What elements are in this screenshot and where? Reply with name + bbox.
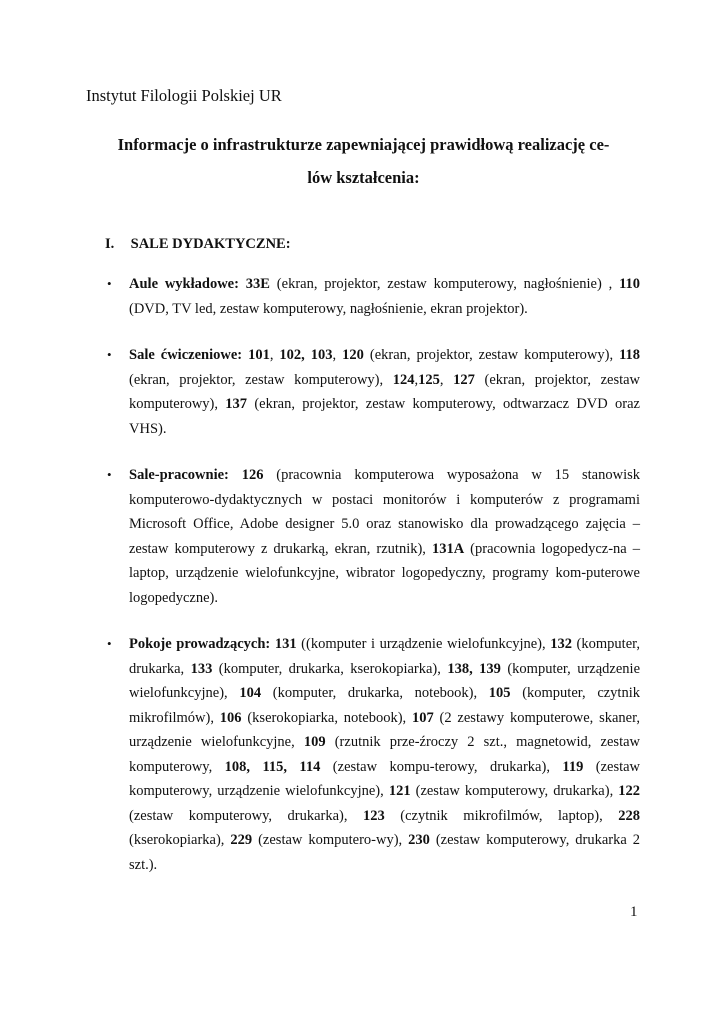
room-number: 107 (411, 709, 434, 726)
room-number: 33E (245, 276, 270, 292)
bullet-icon: • (107, 636, 112, 651)
room-description: (komputer, drukarka, (129, 636, 640, 677)
room-number: 230 (408, 832, 430, 848)
room-number: 109 (303, 734, 326, 750)
room-description: (pracownia logopedycz-na – laptop, urządzenie wielofunkcyjne, wibrator logopedyczny, programy kom-puterowe logopedyczne). (129, 540, 640, 606)
room-description: ((komputer i urządzenie wielofunkcyjne), (296, 636, 546, 652)
room-number: 108, 115, 114 (224, 758, 321, 775)
room-number: 106 (219, 709, 242, 726)
room-description: (pracownia komputerowa wyposażona w 15 stanowisk komputerowo-dydaktycznych w postaci monitorów i komputerów z programami Microsoft Office, Adobe designer 5.0 oraz stanowisko dla prowadzącego zajęcia – zestaw komputerowy z drukarką, ekran, rzutnik), (129, 467, 640, 557)
room-description: (ekran, projektor, zestaw komputerowy), (129, 371, 641, 412)
room-description: (rzutnik prze-źroczy 2 szt., magnetowid, zestaw komputerowy, (129, 734, 641, 775)
item-label: Sale ćwiczeniowe: (129, 347, 243, 363)
list-item-aule (105, 272, 640, 321)
room-number: 133 (190, 660, 213, 677)
room-description: (ekran, projektor, zestaw komputerowy), (363, 347, 614, 363)
room-number: 131 (274, 636, 297, 652)
document-title (86, 128, 641, 194)
room-description: (kserokopiarka, notebook), (241, 709, 407, 726)
room-number: 104 (239, 685, 262, 701)
room-description: (zestaw komputerowy, drukarka 2 szt.). (129, 832, 641, 873)
room-number: 132 (550, 636, 572, 652)
room-number: 122 (618, 783, 640, 799)
room-number: 126 (241, 467, 264, 483)
list-item-pracownie (105, 463, 640, 610)
room-description: (komputer, urządzenie wielofunkcyjne), (129, 660, 641, 701)
room-number: 120 (342, 347, 364, 363)
room-description: (DVD, TV led, zestaw komputerowy, nagłośnienie, ekran projektor). (129, 300, 528, 317)
section-number: I. (105, 236, 115, 252)
room-description: (zestaw komputerowy, drukarka), (129, 807, 348, 824)
room-description: (kserokopiarka), (129, 832, 225, 848)
room-number: 137 (225, 396, 248, 412)
rooms-list (105, 272, 640, 899)
page-number: 1 (630, 904, 638, 920)
room-description: (komputer, drukarka, notebook), (261, 685, 478, 701)
bullet-icon: • (107, 276, 112, 291)
bullet-icon: • (107, 467, 112, 482)
room-number: 110 (619, 276, 641, 292)
room-number: 101 (248, 347, 270, 363)
item-label: Sale-pracownie: (129, 467, 229, 483)
room-description: (ekran, projektor, zestaw komputerowy), (129, 371, 384, 388)
room-description: (zestaw komputerowy, urządzenie wielofunkcyjne), (129, 758, 641, 799)
room-description: (ekran, projektor, zestaw komputerowy, odtwarzacz DVD oraz VHS). (129, 396, 640, 437)
bullet-icon: • (107, 347, 112, 362)
item-label: Pokoje prowadzących: (129, 636, 271, 652)
room-number: 127 (453, 371, 475, 388)
room-number: 119 (562, 758, 584, 775)
room-description: (czytnik mikrofilmów, laptop), (384, 807, 603, 824)
room-number: 229 (230, 832, 253, 848)
title-line-2: lów kształcenia: (307, 168, 420, 187)
title-line-1: Informacje o infrastrukturze zapewniającej prawidłową realizację ce- (117, 135, 610, 154)
section-heading (105, 236, 291, 253)
item-label: Aule wykładowe: (129, 276, 239, 292)
room-number: 123 (363, 807, 385, 824)
room-number: 228 (618, 807, 640, 824)
list-item-pokoje (105, 632, 640, 877)
room-number: 118 (619, 347, 641, 363)
room-number: 121 (388, 783, 411, 799)
room-description: (2 zestawy komputerowe, skaner, urządzenie wielofunkcyjne, (129, 709, 640, 750)
room-number: 125 (418, 371, 440, 388)
room-number: 131A (431, 540, 465, 557)
room-description: (zestaw komputerowy, drukarka), (410, 783, 614, 799)
room-number: 124 (392, 371, 415, 388)
room-number: 102, (279, 347, 305, 363)
room-description: (zestaw kompu-terowy, drukarka), (320, 758, 550, 775)
room-description: (zestaw komputero-wy), (252, 832, 403, 848)
room-description: (komputer, czytnik mikrofilmów), (129, 685, 640, 726)
list-item-cwiczeniowe: • Sale ćwiczeniowe: 101, 102, 103, 120 (ekran, projektor, zestaw komputerowy), 118 (ekran, projektor, zestaw komputerowy), 124,125, 127 (ekran, projektor, zestaw komputerowy), 137 (ekran, projektor, zestaw komputerowy, odtwarzacz DVD oraz VHS). (105, 343, 640, 441)
room-description: (komputer, drukarka, kserokopiarka), (212, 660, 441, 677)
institute-name: Instytut Filologii Polskiej UR (86, 86, 282, 105)
section-title: SALE DYDAKTYCZNE: (130, 236, 291, 252)
room-description: (ekran, projektor, zestaw komputerowy, nagłośnienie) , (269, 276, 613, 292)
room-number: 103 (310, 347, 333, 363)
room-number: 138, 139 (447, 660, 501, 677)
room-number: 105 (488, 685, 511, 701)
